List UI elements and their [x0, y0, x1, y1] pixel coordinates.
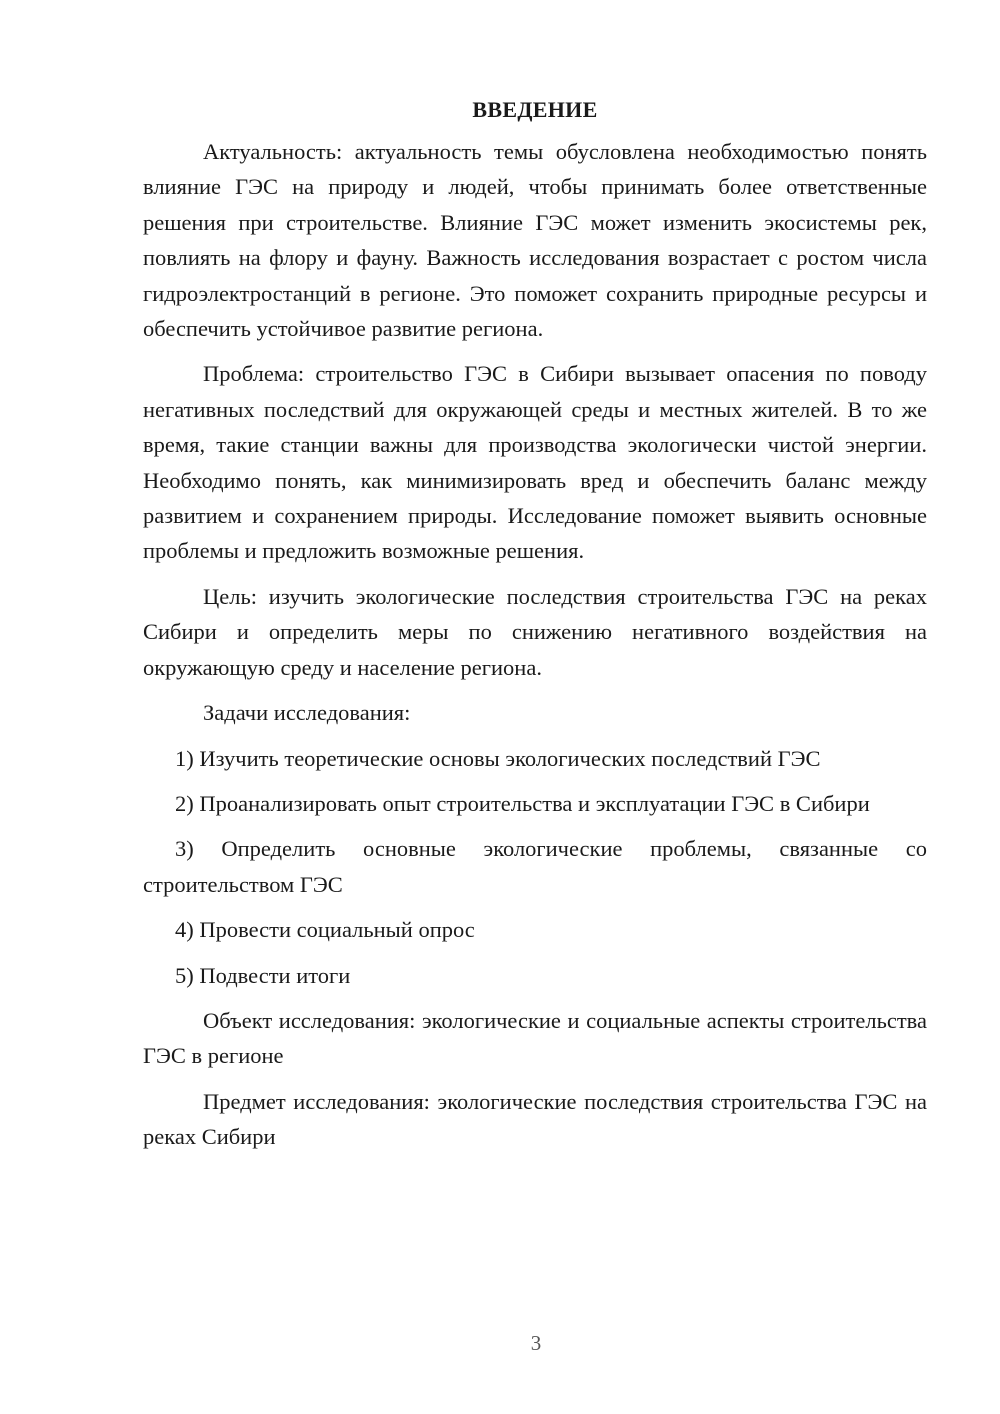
document-page: [143, 94, 927, 1165]
relevance-paragraph: Актуальность: актуальность темы обусловлена необходимостью понять влияние ГЭС на природу и людей, чтобы принимать более ответственные решения при строительстве. Влияние ГЭС может изменить экосистемы рек, повлиять на флору и фауну. Важность исследования возрастает с ростом числа гидроэлектростанций в регионе. Это поможет сохранить природные ресурсы и обеспечить устойчивое развитие региона.: [143, 139, 927, 342]
task-item-1: 1) Изучить теоретические основы экологических последствий ГЭС: [175, 745, 821, 771]
problem-paragraph: Проблема: строительство ГЭС в Сибири вызывает опасения по поводу негативных последствий для окружающей среды и местных жителей. В то же время, такие станции важны для производства экологически чистой энергии. Необходимо понять, как минимизировать вред и обеспечить баланс между развитием и сохранением природы. Исследование поможет выявить основные проблемы и предложить возможные решения.: [143, 361, 927, 564]
goal-paragraph: Цель: изучить экологические последствия строительства ГЭС на реках Сибири и определить меры по снижению негативного воздействия на окружающую среду и население региона.: [143, 583, 927, 680]
task-item-2: 2) Проанализировать опыт строительства и эксплуатации ГЭС в Сибири: [175, 790, 870, 816]
research-object-paragraph: Объект исследования: экологические и социальные аспекты строительства ГЭС в регионе: [143, 1007, 927, 1069]
task-item-3: 3) Определить основные экологические проблемы, связанные со строительством ГЭС: [143, 836, 927, 897]
task-item-4: 4) Провести социальный опрос: [175, 917, 475, 943]
section-title: ВВЕДЕНИЕ: [472, 97, 598, 122]
page-number: 3: [530, 1331, 542, 1355]
tasks-heading: Задачи исследования:: [203, 700, 411, 726]
research-subject-paragraph: Предмет исследования: экологические последствия строительства ГЭС на реках Сибири: [143, 1088, 927, 1150]
task-item-5: 5) Подвести итоги: [175, 962, 351, 988]
